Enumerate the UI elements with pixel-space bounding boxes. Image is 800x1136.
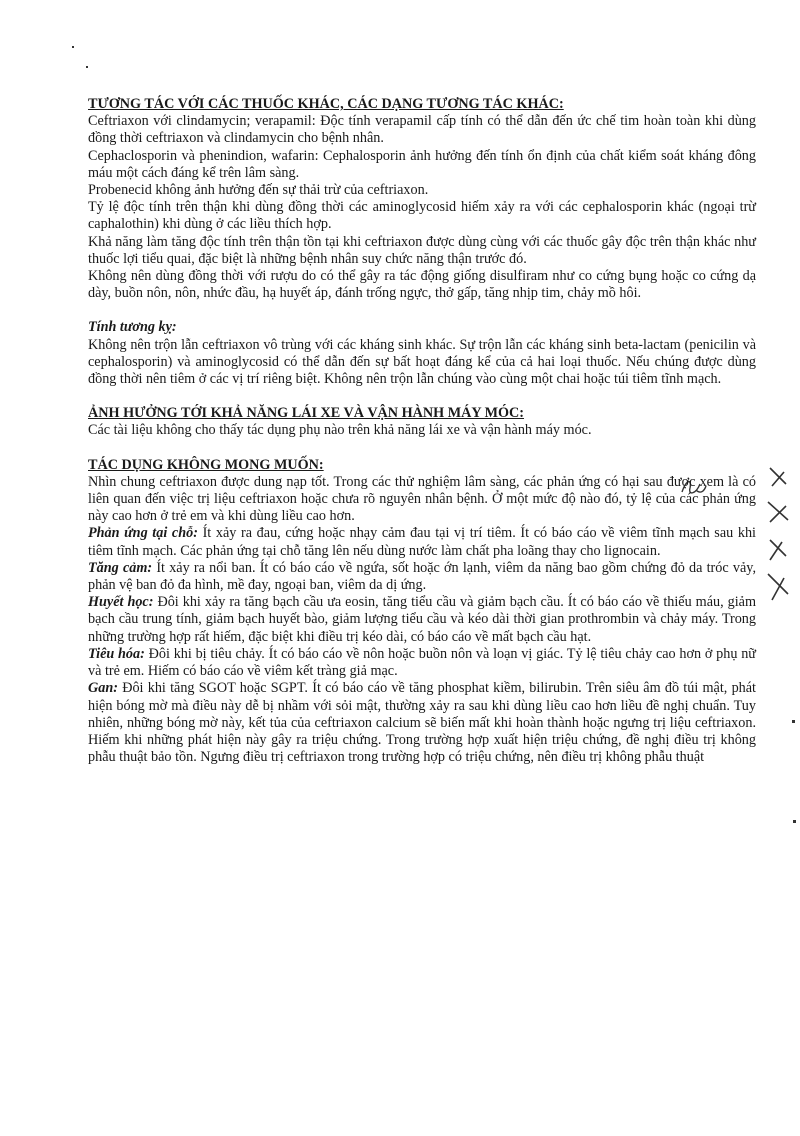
paragraph: Ceftriaxon với clindamycin; verapamil: Độc tính verapamil cấp tính có thể dẫn đến ức chế tim hoàn toàn khi dùng đồng thời ceftriaxon và clindamycin cho bệnh nhân.	[88, 113, 756, 147]
adverse-item	[88, 560, 756, 594]
paragraph: Cephaclosporin và phenindion, wafarin: Cephalosporin ảnh hưởng đến tính ổn định của chất kiểm soát kháng đông máu một cách đáng kể trên lâm sàng.	[88, 147, 756, 181]
paragraph: Các tài liệu không cho thấy tác dụng phụ nào trên khả năng lái xe và vận hành máy móc.	[88, 422, 592, 439]
section-heading-compatibility: Tính tương kỵ:	[88, 319, 177, 336]
section-heading-adverse: TÁC DỤNG KHÔNG MONG MUỐN:	[88, 456, 324, 473]
paragraph: Tỷ lệ độc tính trên thận khi dùng đồng thời các aminoglycosid hiếm xảy ra với các cephalosporin khác (ngoại trừ caphalothin) khi dùng ở các liều thích hợp.	[88, 199, 756, 233]
section-heading-driving: ẢNH HƯỞNG TỚI KHẢ NĂNG LÁI XE VÀ VẬN HÀNH MÁY MÓC:	[88, 405, 525, 422]
adverse-item-label: Tiêu hóa:	[88, 645, 145, 662]
document-body	[88, 96, 756, 766]
spacer	[88, 302, 756, 319]
adverse-item-label: Tăng cảm:	[88, 559, 153, 576]
adverse-item-text: Đôi khi bị tiêu chảy. Ít có báo cáo về nôn hoặc buồn nôn và loạn vị giác. Tỷ lệ tiêu chảy cao hơn ở phụ nữ và trẻ em. Hiếm có báo cáo về viêm kết tràng giả mạc.	[88, 645, 756, 680]
section-heading-interactions: TƯƠNG TÁC VỚI CÁC THUỐC KHÁC, CÁC DẠNG TƯƠNG TÁC KHÁC:	[88, 96, 564, 112]
scan-speck	[792, 720, 795, 723]
scan-speck	[72, 46, 74, 48]
scan-speck	[86, 66, 88, 68]
paragraph: Không nên dùng đồng thời với rượu do có thể gây ra tác động giống disulfiram như co cứng bụng hoặc co cứng dạ dày, buồn nôn, nôn, nhức đầu, hạ huyết áp, đánh trống ngực, thở gấp, tăng nhịp tim, chảy mồ hôi.	[88, 268, 756, 302]
adverse-item-text: Đôi khi xảy ra tăng bạch cầu ưa eosin, tăng tiểu cầu và giảm bạch cầu. Ít có báo cáo về thiếu máu, giảm bạch cầu trung tính, giảm bạch huyết bào, giảm lượng tiểu cầu và kéo dài thời gian prothrombin và chảy máy. Trong những trường hợp rất hiếm, đặc biệt khi điều trị kéo dài, có báo cáo về mất bạch cầu hạt.	[88, 594, 757, 645]
spacer	[88, 388, 756, 405]
margin-handwriting	[760, 462, 796, 612]
adverse-item-text: Ít xảy ra đau, cứng hoặc nhạy cảm đau tại vị trí tiêm. Ít có báo cáo về viêm tĩnh mạch sau khi tiêm tĩnh mạch. Các phản ứng tại chỗ tăng lên nếu dùng nước làm chất pha loãng thay cho lignocain.	[88, 525, 756, 559]
adverse-item	[88, 680, 756, 766]
adverse-item-label: Huyết học:	[88, 594, 154, 611]
paragraph: Không nên trộn lẫn ceftriaxon vô trùng với các kháng sinh khác. Sự trộn lẫn các kháng sinh beta-lactam (penicilin và cephalosporin) và aminoglycosid có thể dẫn đến sự bất hoạt đáng kể của cả hai loại thuốc. Nếu chúng được dùng đồng thời nên tiêm ở các vị trí riêng biệt. Không nên trộn lẫn chúng vào cùng một chai hoặc túi tiêm tĩnh mạch.	[88, 336, 756, 388]
paragraph: Nhìn chung ceftriaxon được dung nạp tốt. Trong các thử nghiệm lâm sàng, các phản ứng có hại sau được xem là có liên quan đến việc trị liệu ceftriaxon hoặc chưa rõ nguyên nhân bệnh. Ở một mức độ nào đó, tỷ lệ của các phản ứng này cao hơn ở trẻ em và khi dùng liều cao hơn.	[88, 473, 756, 525]
adverse-item-label: Phản ứng tại chỗ:	[88, 525, 198, 542]
paragraph: Probenecid không ảnh hưởng đến sự thải trừ của ceftriaxon.	[88, 182, 429, 199]
scan-speck	[793, 820, 796, 823]
adverse-item-label: Gan:	[88, 680, 118, 697]
adverse-item-text: Ít xảy ra nổi ban. Ít có báo cáo về ngứa, sốt hoặc ớn lạnh, viêm da năng bao gồm chứng đỏ da tróc vảy, phản vệ ban đỏ đa hình, mề đay, ngoại ban, viêm da dị ứng.	[88, 559, 756, 594]
adverse-item-text: Đôi khi tăng SGOT hoặc SGPT. Ít có báo cáo về tăng phosphat kiềm, bilirubin. Trên siêu âm đồ túi mật, phát hiện bóng mờ mà điều này dễ bị nhầm với sỏi mật, thường xảy ra sau khi dùng liều cao hơn liều đề nghị chuẩn. Tuy nhiên, những bóng mờ này, kết tủa của ceftriaxon calcium sẽ biến mất khi hoàn thành hoặc ngưng trị liệu ceftriaxon. Hiếm khi những phát hiện này gây ra triệu chứng. Trong trường hợp xuất hiện triệu chứng, đề nghị điều trị không phẫu thuật bảo tồn. Ngưng điều trị ceftriaxon trong trường hợp có triệu chứng, nên điều trị không phẫu thuật	[88, 680, 756, 766]
paragraph: Khả năng làm tăng độc tính trên thận tồn tại khi ceftriaxon được dùng cùng với các thuốc gây độc trên thận khác như thuốc lợi tiểu quai, đặc biệt là những bệnh nhân suy chức năng thận trước đó.	[88, 233, 756, 267]
adverse-item	[88, 594, 756, 646]
spacer	[88, 440, 756, 457]
adverse-item	[88, 646, 756, 680]
adverse-item	[88, 525, 756, 559]
